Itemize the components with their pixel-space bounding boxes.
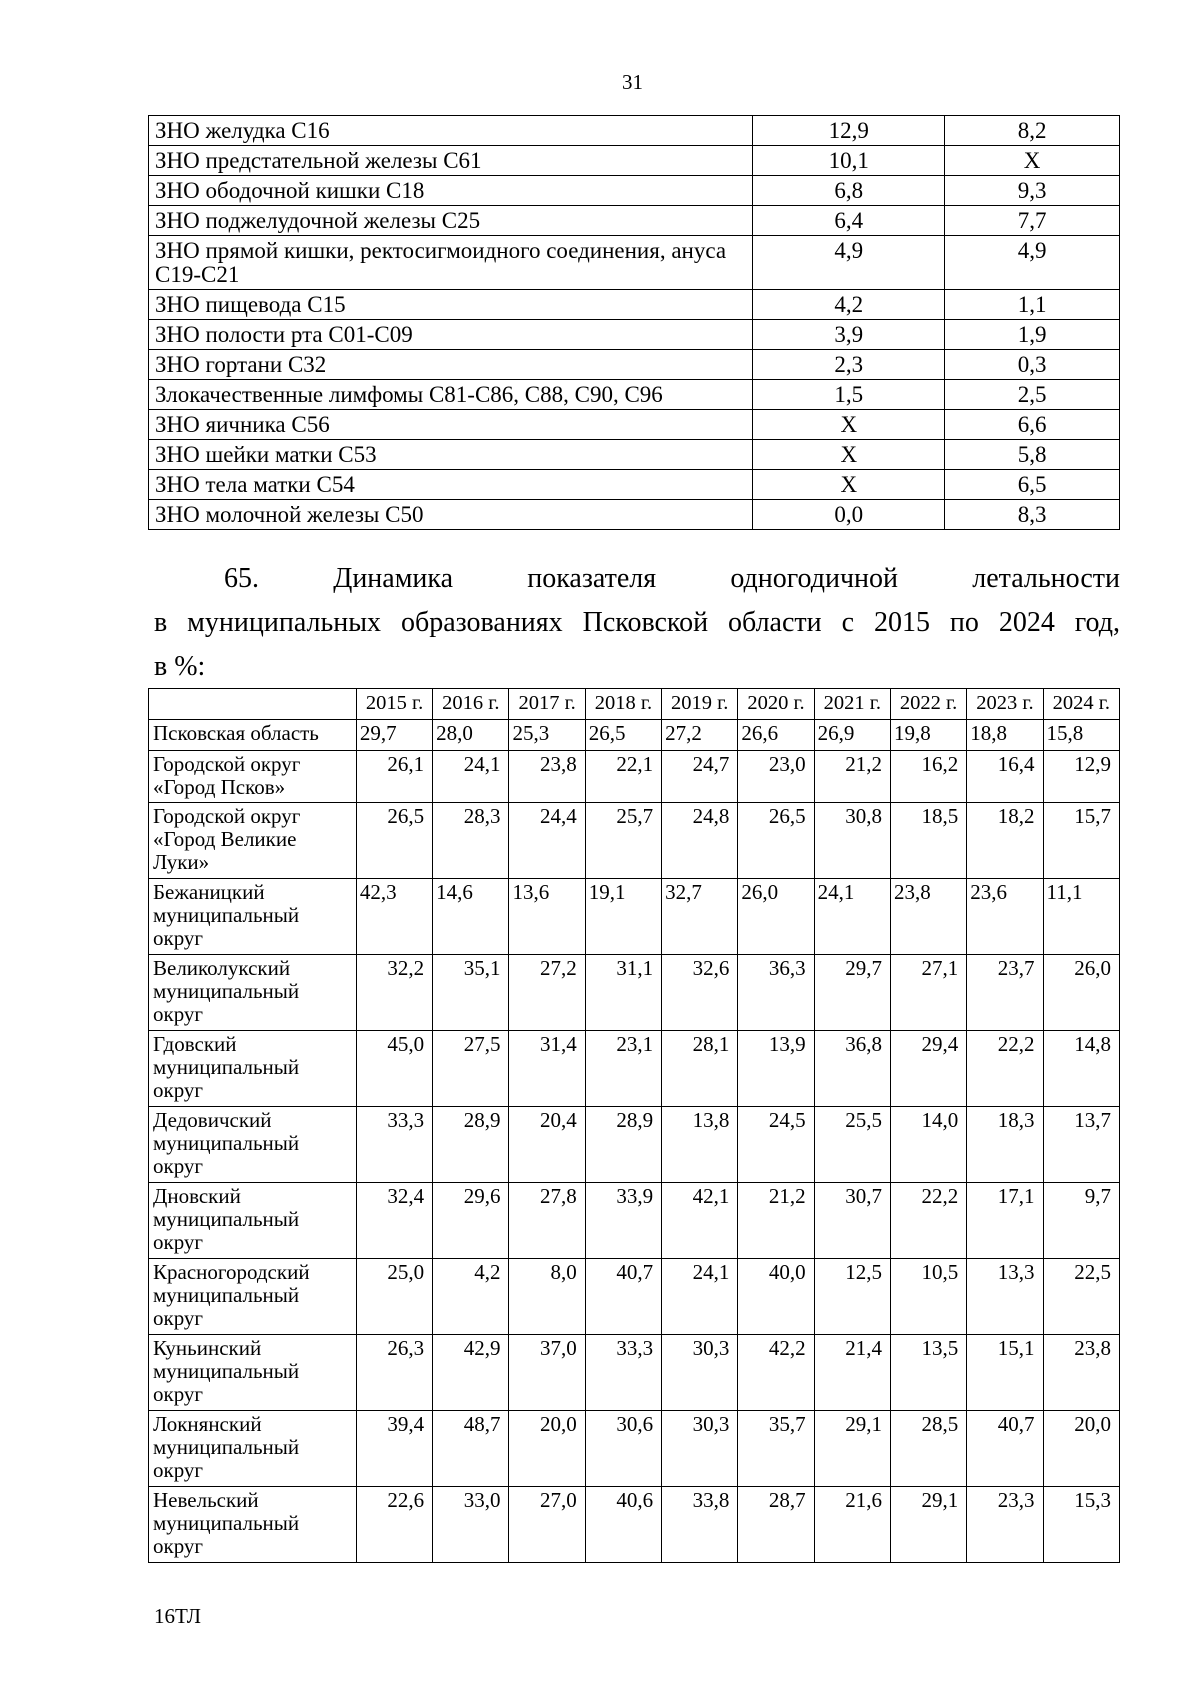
year-header: 2016 г. xyxy=(433,689,509,720)
value-cell: 12,9 xyxy=(753,116,945,146)
value-cell: 28,3 xyxy=(433,803,509,879)
value-cell: 3,9 xyxy=(753,320,945,350)
value-cell: 6,6 xyxy=(945,410,1120,440)
value-cell: 15,1 xyxy=(967,1335,1043,1411)
municipality-name: Дновский муниципальный округ xyxy=(149,1183,357,1259)
value-cell: 7,7 xyxy=(945,206,1120,236)
value-cell: 31,4 xyxy=(509,1031,585,1107)
row-label: ЗНО предстательной железы С61 xyxy=(149,146,753,176)
value-cell: 23,0 xyxy=(738,751,814,803)
value-cell: 37,0 xyxy=(509,1335,585,1411)
value-cell: 30,7 xyxy=(814,1183,890,1259)
value-cell: 21,2 xyxy=(738,1183,814,1259)
cancer-sites-table xyxy=(148,115,1120,530)
value-cell: 27,2 xyxy=(509,955,585,1031)
value-cell: 29,4 xyxy=(890,1031,966,1107)
table-row xyxy=(149,410,1120,440)
value-cell: 25,3 xyxy=(509,720,585,751)
value-cell: 20,4 xyxy=(509,1107,585,1183)
table-row xyxy=(149,440,1120,470)
table-row xyxy=(149,290,1120,320)
row-label: ЗНО полости рта С01-С09 xyxy=(149,320,753,350)
value-cell: 24,1 xyxy=(433,751,509,803)
value-cell: 18,3 xyxy=(967,1107,1043,1183)
section-heading xyxy=(154,557,1120,689)
value-cell: 14,8 xyxy=(1043,1031,1119,1107)
value-cell: 13,5 xyxy=(890,1335,966,1411)
year-header: 2023 г. xyxy=(967,689,1043,720)
value-cell: 8,3 xyxy=(945,500,1120,530)
value-cell: 32,7 xyxy=(662,879,738,955)
municipality-name: Дедовичский муниципальный округ xyxy=(149,1107,357,1183)
value-cell: 33,3 xyxy=(356,1107,432,1183)
year-header: 2019 г. xyxy=(662,689,738,720)
heading-word: одногодичной xyxy=(730,563,899,594)
value-cell: 33,9 xyxy=(585,1183,661,1259)
value-cell: 6,8 xyxy=(753,176,945,206)
value-cell: 2,3 xyxy=(753,350,945,380)
year-header: 2015 г. xyxy=(356,689,432,720)
year-header: 2021 г. xyxy=(814,689,890,720)
municipality-name: Бежаницкий муниципальный округ xyxy=(149,879,357,955)
value-cell: 20,0 xyxy=(1043,1411,1119,1487)
value-cell: 45,0 xyxy=(356,1031,432,1107)
value-cell: 13,7 xyxy=(1043,1107,1119,1183)
value-cell: Х xyxy=(753,470,945,500)
value-cell: 26,9 xyxy=(814,720,890,751)
value-cell: 9,7 xyxy=(1043,1183,1119,1259)
value-cell: 14,6 xyxy=(433,879,509,955)
value-cell: 40,7 xyxy=(585,1259,661,1335)
value-cell: 28,5 xyxy=(890,1411,966,1487)
value-cell: 4,2 xyxy=(753,290,945,320)
table-row xyxy=(149,879,1120,955)
value-cell: 30,3 xyxy=(662,1411,738,1487)
value-cell: 26,6 xyxy=(738,720,814,751)
table-row xyxy=(149,176,1120,206)
heading-word: по xyxy=(949,607,979,638)
value-cell: 26,5 xyxy=(356,803,432,879)
table-row xyxy=(149,720,1120,751)
value-cell: 36,8 xyxy=(814,1031,890,1107)
row-label: ЗНО ободочной кишки С18 xyxy=(149,176,753,206)
value-cell: 28,7 xyxy=(738,1487,814,1563)
table-row xyxy=(149,1411,1120,1487)
value-cell: 35,7 xyxy=(738,1411,814,1487)
value-cell: 16,2 xyxy=(890,751,966,803)
value-cell: 23,8 xyxy=(890,879,966,955)
row-label: ЗНО яичника С56 xyxy=(149,410,753,440)
value-cell: 22,6 xyxy=(356,1487,432,1563)
value-cell: 26,0 xyxy=(738,879,814,955)
table-row xyxy=(149,236,1120,290)
value-cell: 30,3 xyxy=(662,1335,738,1411)
value-cell: 22,1 xyxy=(585,751,661,803)
municipality-name: Псковская область xyxy=(149,720,357,751)
municipality-name: Городской округ «Город Великие Луки» xyxy=(149,803,357,879)
table-row xyxy=(149,1031,1120,1107)
heading-line-2 xyxy=(154,601,1120,645)
value-cell: 29,7 xyxy=(814,955,890,1031)
value-cell: 26,1 xyxy=(356,751,432,803)
heading-word: образованиях xyxy=(400,607,563,638)
row-label: ЗНО тела матки С54 xyxy=(149,470,753,500)
value-cell: 23,1 xyxy=(585,1031,661,1107)
value-cell: 29,1 xyxy=(890,1487,966,1563)
value-cell: 0,3 xyxy=(945,350,1120,380)
value-cell: 33,3 xyxy=(585,1335,661,1411)
table-row xyxy=(149,803,1120,879)
value-cell: 28,9 xyxy=(433,1107,509,1183)
heading-word: 65. xyxy=(224,563,259,594)
value-cell: 48,7 xyxy=(433,1411,509,1487)
municipality-name: Гдовский муниципальный округ xyxy=(149,1031,357,1107)
row-label: ЗНО гортани С32 xyxy=(149,350,753,380)
value-cell: 23,6 xyxy=(967,879,1043,955)
value-cell: 27,0 xyxy=(509,1487,585,1563)
heading-word: показателя xyxy=(527,563,657,594)
value-cell: 24,1 xyxy=(814,879,890,955)
municipality-name: Великолукский муниципальный округ xyxy=(149,955,357,1031)
table-row xyxy=(149,206,1120,236)
value-cell: 39,4 xyxy=(356,1411,432,1487)
value-cell: 26,3 xyxy=(356,1335,432,1411)
municipality-name: Куньинский муниципальный округ xyxy=(149,1335,357,1411)
value-cell: 4,2 xyxy=(433,1259,509,1335)
value-cell: 18,2 xyxy=(967,803,1043,879)
heading-word: Псковской xyxy=(582,607,709,638)
value-cell: 42,9 xyxy=(433,1335,509,1411)
year-header: 2017 г. xyxy=(509,689,585,720)
table-row xyxy=(149,1107,1120,1183)
value-cell: 31,1 xyxy=(585,955,661,1031)
value-cell: 23,8 xyxy=(1043,1335,1119,1411)
value-cell: 42,2 xyxy=(738,1335,814,1411)
value-cell: 23,3 xyxy=(967,1487,1043,1563)
year-header: 2022 г. xyxy=(890,689,966,720)
value-cell: 4,9 xyxy=(753,236,945,290)
value-cell: 22,2 xyxy=(890,1183,966,1259)
value-cell: 15,7 xyxy=(1043,803,1119,879)
heading-word: 2024 xyxy=(998,607,1055,638)
value-cell: 32,6 xyxy=(662,955,738,1031)
heading-line-1 xyxy=(154,557,1120,601)
value-cell: 22,5 xyxy=(1043,1259,1119,1335)
value-cell: Х xyxy=(753,440,945,470)
value-cell: 6,5 xyxy=(945,470,1120,500)
value-cell: 20,0 xyxy=(509,1411,585,1487)
value-cell: 21,6 xyxy=(814,1487,890,1563)
value-cell: 21,4 xyxy=(814,1335,890,1411)
value-cell: 29,6 xyxy=(433,1183,509,1259)
page-number: 31 xyxy=(622,70,643,94)
value-cell: 18,8 xyxy=(967,720,1043,751)
value-cell: 13,3 xyxy=(967,1259,1043,1335)
value-cell: 28,9 xyxy=(585,1107,661,1183)
municipality-name: Городской округ «Город Псков» xyxy=(149,751,357,803)
value-cell: 16,4 xyxy=(967,751,1043,803)
value-cell: 5,8 xyxy=(945,440,1120,470)
table-row xyxy=(149,500,1120,530)
table-row xyxy=(149,320,1120,350)
value-cell: 17,1 xyxy=(967,1183,1043,1259)
value-cell: 25,5 xyxy=(814,1107,890,1183)
header-row xyxy=(149,689,1120,720)
heading-word: летальности xyxy=(972,563,1120,594)
value-cell: 14,0 xyxy=(890,1107,966,1183)
value-cell: 25,7 xyxy=(585,803,661,879)
value-cell: 24,7 xyxy=(662,751,738,803)
heading-word: области xyxy=(728,607,822,638)
value-cell: 30,6 xyxy=(585,1411,661,1487)
value-cell: 10,5 xyxy=(890,1259,966,1335)
table-row xyxy=(149,1335,1120,1411)
value-cell: 23,7 xyxy=(967,955,1043,1031)
value-cell: 29,7 xyxy=(356,720,432,751)
value-cell: 26,0 xyxy=(1043,955,1119,1031)
value-cell: Х xyxy=(945,146,1120,176)
value-cell: 33,0 xyxy=(433,1487,509,1563)
municipality-name: Локнянский муниципальный округ xyxy=(149,1411,357,1487)
row-label: ЗНО шейки матки С53 xyxy=(149,440,753,470)
value-cell: 15,8 xyxy=(1043,720,1119,751)
value-cell: 4,9 xyxy=(945,236,1120,290)
heading-word: год, xyxy=(1074,607,1120,638)
value-cell: 19,8 xyxy=(890,720,966,751)
value-cell: 6,4 xyxy=(753,206,945,236)
value-cell: 9,3 xyxy=(945,176,1120,206)
footer-code: 16ТЛ xyxy=(154,1604,202,1628)
value-cell: 24,5 xyxy=(738,1107,814,1183)
year-header: 2020 г. xyxy=(738,689,814,720)
value-cell: 27,1 xyxy=(890,955,966,1031)
value-cell: 12,5 xyxy=(814,1259,890,1335)
value-cell: 29,1 xyxy=(814,1411,890,1487)
value-cell: Х xyxy=(753,410,945,440)
value-cell: 0,0 xyxy=(753,500,945,530)
row-label: ЗНО прямой кишки, ректосигмоидного соединения, ануса С19-С21 xyxy=(149,236,753,290)
value-cell: 27,5 xyxy=(433,1031,509,1107)
value-cell: 12,9 xyxy=(1043,751,1119,803)
value-cell: 11,1 xyxy=(1043,879,1119,955)
value-cell: 27,2 xyxy=(662,720,738,751)
table-row xyxy=(149,751,1120,803)
value-cell: 19,1 xyxy=(585,879,661,955)
value-cell: 8,0 xyxy=(509,1259,585,1335)
row-label: ЗНО молочной железы С50 xyxy=(149,500,753,530)
value-cell: 13,6 xyxy=(509,879,585,955)
table-row xyxy=(149,470,1120,500)
municipality-name: Красногородский муниципальный округ xyxy=(149,1259,357,1335)
table-row xyxy=(149,1259,1120,1335)
value-cell: 24,1 xyxy=(662,1259,738,1335)
value-cell: 40,6 xyxy=(585,1487,661,1563)
value-cell: 24,8 xyxy=(662,803,738,879)
value-cell: 26,5 xyxy=(738,803,814,879)
value-cell: 32,2 xyxy=(356,955,432,1031)
row-label: ЗНО поджелудочной железы С25 xyxy=(149,206,753,236)
value-cell: 24,4 xyxy=(509,803,585,879)
value-cell: 1,1 xyxy=(945,290,1120,320)
table-row xyxy=(149,350,1120,380)
value-cell: 23,8 xyxy=(509,751,585,803)
table-row xyxy=(149,146,1120,176)
value-cell: 15,3 xyxy=(1043,1487,1119,1563)
table-row xyxy=(149,116,1120,146)
value-cell: 42,3 xyxy=(356,879,432,955)
value-cell: 40,0 xyxy=(738,1259,814,1335)
table-row xyxy=(149,380,1120,410)
value-cell: 8,2 xyxy=(945,116,1120,146)
value-cell: 36,3 xyxy=(738,955,814,1031)
heading-word: с xyxy=(841,607,855,638)
year-header: 2024 г. xyxy=(1043,689,1119,720)
heading-word: Динамика xyxy=(333,563,454,594)
value-cell: 18,5 xyxy=(890,803,966,879)
row-label: ЗНО желудка С16 xyxy=(149,116,753,146)
value-cell: 22,2 xyxy=(967,1031,1043,1107)
municipality-name: Невельский муниципальный округ xyxy=(149,1487,357,1563)
heading-line-3: в %: xyxy=(154,651,206,682)
value-cell: 13,8 xyxy=(662,1107,738,1183)
value-cell: 1,5 xyxy=(753,380,945,410)
heading-word: в xyxy=(154,607,168,638)
year-header: 2018 г. xyxy=(585,689,661,720)
table-row xyxy=(149,1183,1120,1259)
lethality-dynamics-table xyxy=(148,688,1120,1563)
value-cell: 26,5 xyxy=(585,720,661,751)
heading-word: 2015 xyxy=(873,607,930,638)
row-label: Злокачественные лимфомы С81-С86, С88, С90, С96 xyxy=(149,380,753,410)
value-cell: 28,0 xyxy=(433,720,509,751)
value-cell: 21,2 xyxy=(814,751,890,803)
value-cell: 28,1 xyxy=(662,1031,738,1107)
table-row xyxy=(149,1487,1120,1563)
value-cell: 10,1 xyxy=(753,146,945,176)
value-cell: 32,4 xyxy=(356,1183,432,1259)
value-cell: 40,7 xyxy=(967,1411,1043,1487)
row-label: ЗНО пищевода С15 xyxy=(149,290,753,320)
value-cell: 2,5 xyxy=(945,380,1120,410)
header-corner-cell xyxy=(149,689,357,720)
value-cell: 1,9 xyxy=(945,320,1120,350)
value-cell: 30,8 xyxy=(814,803,890,879)
value-cell: 27,8 xyxy=(509,1183,585,1259)
table-row xyxy=(149,955,1120,1031)
value-cell: 25,0 xyxy=(356,1259,432,1335)
value-cell: 42,1 xyxy=(662,1183,738,1259)
value-cell: 13,9 xyxy=(738,1031,814,1107)
value-cell: 33,8 xyxy=(662,1487,738,1563)
value-cell: 35,1 xyxy=(433,955,509,1031)
heading-word: муниципальных xyxy=(187,607,382,638)
